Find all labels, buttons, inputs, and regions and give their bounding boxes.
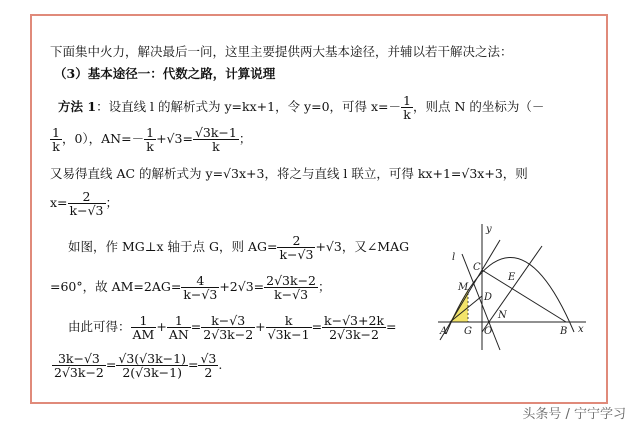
fraction: $\frac{k}{√3k-1}$ bbox=[267, 313, 310, 342]
text-segment: ； bbox=[238, 131, 252, 146]
fraction: $\frac{4}{k-√3}$ bbox=[183, 273, 218, 302]
label-n: N bbox=[498, 310, 507, 321]
line-e bbox=[482, 246, 542, 332]
fraction: $\frac{1}{k}$ bbox=[146, 125, 155, 154]
method1-line1 bbox=[58, 94, 544, 121]
label-l: l bbox=[452, 252, 456, 263]
line-ac bbox=[440, 240, 500, 340]
fraction: $\frac{√3}{2}$ bbox=[200, 351, 217, 380]
text-segment: +2√3= bbox=[219, 279, 265, 294]
text-segment: ； bbox=[318, 279, 331, 294]
text-segment: x= bbox=[50, 195, 68, 210]
fraction: $\frac{2}{k-√3}$ bbox=[69, 189, 104, 218]
label-o: O bbox=[484, 326, 493, 337]
text-segment: = bbox=[386, 319, 397, 334]
fraction: $\frac{√3k-1}{k}$ bbox=[194, 125, 237, 154]
parabola bbox=[446, 257, 574, 334]
label-c: C bbox=[473, 262, 481, 273]
text-segment: 由此可得： bbox=[68, 319, 131, 334]
final-line bbox=[68, 314, 397, 341]
x-line bbox=[50, 190, 118, 217]
fraction: $\frac{2}{k-√3}$ bbox=[279, 233, 314, 262]
text-segment: . bbox=[218, 357, 223, 372]
geometry-figure bbox=[438, 222, 588, 352]
label-a: A bbox=[440, 326, 448, 337]
label-e: E bbox=[508, 272, 516, 283]
label-x: x bbox=[578, 324, 584, 335]
fraction: $\frac{2√3k-2}{k-√3}$ bbox=[266, 273, 317, 302]
text-segment: ，则点 N 的坐标为（－ bbox=[412, 99, 545, 114]
text-segment: + bbox=[156, 319, 167, 334]
watermark: 头条号 / 宁宁学习 bbox=[522, 407, 626, 422]
label-d: D bbox=[484, 292, 493, 303]
label-b: B bbox=[560, 326, 568, 337]
text-segment: 如图，作 MG⊥x 轴于点 G，则 AG= bbox=[68, 239, 278, 254]
fraction: $\frac{√3(√3k-1)}{2(√3k-1)}$ bbox=[118, 351, 186, 380]
text-segment: ； bbox=[105, 195, 119, 210]
text-segment: ，0），AN=－ bbox=[61, 131, 145, 146]
text-segment: = bbox=[190, 319, 202, 334]
text-segment: = bbox=[311, 319, 323, 334]
fraction: $\frac{1}{k}$ bbox=[403, 93, 411, 122]
fraction: $\frac{1}{k}$ bbox=[52, 125, 60, 154]
fraction: $\frac{k-√3+2k}{2√3k-2}$ bbox=[324, 313, 385, 342]
mg-line bbox=[68, 234, 409, 261]
label-y: y bbox=[486, 224, 492, 235]
method1-line2 bbox=[50, 126, 251, 153]
fraction: $\frac{1}{AM}$ bbox=[132, 313, 155, 342]
intro-line: 下面集中火力，解决最后一问，这里主要提供两大基本途径，并辅以若干解决之法： bbox=[50, 44, 513, 59]
fraction: $\frac{3k-√3}{2√3k-2}$ bbox=[54, 351, 104, 380]
text-segment: ：设直线 l 的解析式为 y=kx+1，令 y=0，可得 x=－ bbox=[96, 99, 402, 114]
text-segment: + bbox=[255, 319, 266, 334]
section-title: （3）基本途径一：代数之路，计算说理 bbox=[54, 66, 276, 81]
text-segment: = bbox=[187, 357, 199, 372]
fraction: $\frac{1}{AN}$ bbox=[168, 313, 189, 342]
result-line bbox=[52, 352, 222, 379]
am-line bbox=[50, 274, 331, 301]
method-label: 方法 1 bbox=[58, 99, 97, 114]
text-segment: +√3= bbox=[156, 131, 193, 146]
label-g: G bbox=[464, 326, 472, 337]
ac-line: 又易得直线 AC 的解析式为 y=√3x+3，将之与直线 l 联立，可得 kx+1=√3x+3，则 bbox=[50, 166, 528, 181]
fraction: $\frac{k-√3}{2√3k-2}$ bbox=[203, 313, 254, 342]
text-segment: =60°，故 AM=2AG= bbox=[50, 279, 182, 294]
text-segment: = bbox=[105, 357, 117, 372]
label-m: M bbox=[458, 282, 469, 293]
text-segment: +√3，又∠MAG bbox=[315, 239, 410, 254]
